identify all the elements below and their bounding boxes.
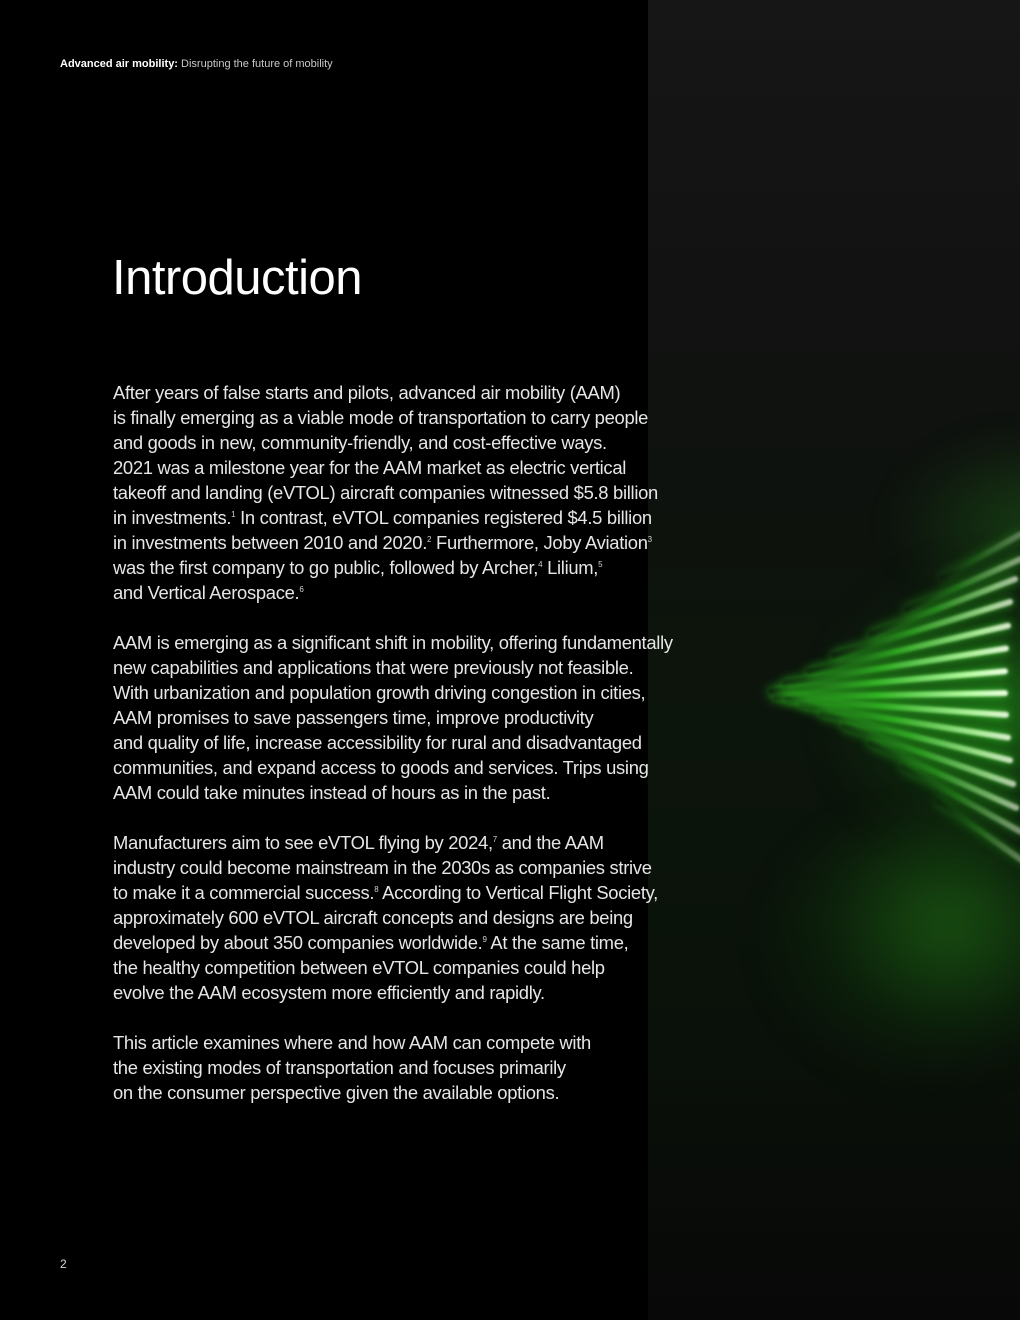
text-segment: developed by about 350 companies worldwide. <box>113 932 483 953</box>
text-line: evolve the AAM ecosystem more efficiently and rapidly. <box>113 982 545 1003</box>
text-segment: In contrast, eVTOL companies registered $4.5 billion <box>235 507 652 528</box>
text-line <box>113 880 753 905</box>
text-line: AAM promises to save passengers time, improve productivity <box>113 707 594 728</box>
text-line: After years of false starts and pilots, advanced air mobility (AAM) <box>113 382 621 403</box>
text-line <box>113 505 753 530</box>
running-header <box>60 58 333 70</box>
text-line: industry could become mainstream in the 2030s as companies strive <box>113 857 652 878</box>
text-line: the healthy competition between eVTOL companies could help <box>113 957 605 978</box>
footnote-ref-9: 9 <box>482 935 487 944</box>
text-segment: Manufacturers aim to see eVTOL flying by 2024, <box>113 832 493 853</box>
text-line: communities, and expand access to goods and services. Trips using <box>113 757 649 778</box>
paragraph-4 <box>113 1030 753 1105</box>
page-number: 2 <box>60 1257 67 1271</box>
text-segment: to make it a commercial success. <box>113 882 375 903</box>
footnote-ref-1: 1 <box>231 510 236 519</box>
text-line: the existing modes of transportation and focuses primarily <box>113 1057 566 1078</box>
text-line: approximately 600 eVTOL aircraft concepts and designs are being <box>113 907 633 928</box>
text-line: AAM could take minutes instead of hours as in the past. <box>113 782 551 803</box>
text-line <box>113 830 753 855</box>
text-segment: and Vertical Aerospace. <box>113 582 300 603</box>
text-segment: in investments. <box>113 507 232 528</box>
text-line <box>113 930 753 955</box>
footnote-ref-3: 3 <box>647 535 652 544</box>
text-line: With urbanization and population growth driving congestion in cities, <box>113 682 646 703</box>
paragraph-3 <box>113 830 753 1005</box>
text-line <box>113 530 753 555</box>
text-line: AAM is emerging as a significant shift in mobility, offering fundamentally <box>113 632 673 653</box>
text-line: new capabilities and applications that were previously not feasible. <box>113 657 634 678</box>
text-line: 2021 was a milestone year for the AAM market as electric vertical <box>113 457 627 478</box>
article-body <box>113 380 753 1130</box>
footnote-ref-5: 5 <box>598 560 603 569</box>
text-line: and goods in new, community-friendly, and cost-effective ways. <box>113 432 607 453</box>
text-line: This article examines where and how AAM can compete with <box>113 1032 591 1053</box>
text-line <box>113 580 753 605</box>
text-segment: was the first company to go public, followed by Archer, <box>113 557 539 578</box>
page-title: Introduction <box>112 251 363 305</box>
text-segment: At the same time, <box>486 932 629 953</box>
header-title-bold: Advanced air mobility: <box>60 58 178 70</box>
footnote-ref-4: 4 <box>538 560 543 569</box>
text-segment: According to Vertical Flight Society, <box>378 882 658 903</box>
footnote-ref-2: 2 <box>427 535 432 544</box>
text-line: on the consumer perspective given the available options. <box>113 1082 560 1103</box>
footnote-ref-7: 7 <box>492 835 497 844</box>
footnote-ref-6: 6 <box>299 585 304 594</box>
text-line: takeoff and landing (eVTOL) aircraft companies witnessed $5.8 billion <box>113 482 658 503</box>
paragraph-2 <box>113 630 753 805</box>
paragraph-1 <box>113 380 753 605</box>
text-segment: Furthermore, Joby Aviation <box>431 532 648 553</box>
text-line <box>113 555 753 580</box>
text-segment: Lilium, <box>542 557 599 578</box>
text-line: is finally emerging as a viable mode of transportation to carry people <box>113 407 649 428</box>
text-segment: and the AAM <box>496 832 604 853</box>
text-line: and quality of life, increase accessibility for rural and disadvantaged <box>113 732 642 753</box>
header-subtitle: Disrupting the future of mobility <box>177 58 333 70</box>
footnote-ref-8: 8 <box>374 885 379 894</box>
text-segment: in investments between 2010 and 2020. <box>113 532 428 553</box>
